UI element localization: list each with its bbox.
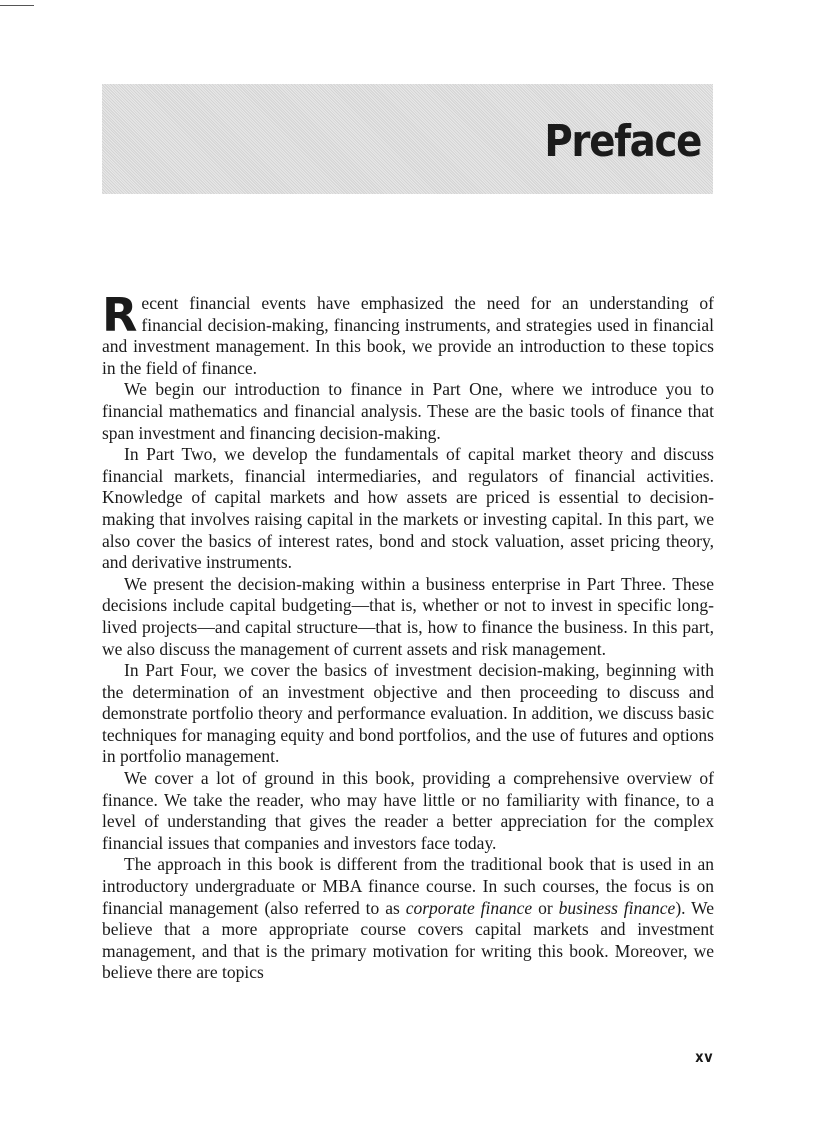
page-number: xv — [694, 1048, 713, 1066]
chapter-title: Preface — [544, 116, 701, 167]
paragraph-5: In Part Four, we cover the basics of investment decision-making, beginning with the determination of an investment objective and then proceeding to discuss and demonstrate portfolio theory and performance evaluation. In addition, we discuss basic techniques for managing equity and bond portfolios, and the use of futures and options in portfolio management. — [102, 660, 714, 767]
drop-cap: R — [102, 288, 138, 342]
paragraph-7-text-middle: or — [532, 897, 559, 918]
corner-rule — [0, 5, 34, 6]
paragraph-1-text: ecent financial events have emphasized the need for an understanding of financial decision-making, financing instruments, and strategies used in financial and investment management. In this book, we provide an introduction to these topics in the field of finance. — [102, 293, 714, 378]
title-banner — [102, 84, 713, 194]
paragraph-6: We cover a lot of ground in this book, providing a comprehensive overview of finance. We take the reader, who may have little or no familiarity with finance, to a level of understanding that gives the reader a better appreciation for the complex financial issues that companies and investors face today. — [102, 768, 714, 853]
emphasis-corporate-finance: corporate finance — [405, 897, 533, 918]
emphasis-business-finance: business finance — [558, 897, 676, 918]
body-text — [102, 288, 715, 984]
paragraph-7-text-before: The approach in this book is different from the traditional book that is used in an introductory undergraduate or MBA finance course. In such courses, the focus is on financial management (also referred to as — [102, 854, 714, 918]
paragraph-7 — [102, 854, 714, 984]
paragraph-7-text-after: ). We believe that a more appropriate course covers capital markets and investment management, and that is the primary motivation for writing this book. Moreover, we believe there are topics — [102, 897, 715, 983]
paragraph-2: We begin our introduction to finance in Part One, where we introduce you to financial mathematics and financial analysis. These are the basic tools of finance that span investment and financing decision-making. — [102, 379, 714, 443]
paragraph-4: We present the decision-making within a business enterprise in Part Three. These decisions include capital budgeting—that is, whether or not to invest in specific long-lived projects—and capital structure—that is, how to finance the business. In this part, we also discuss the management of current assets and risk management. — [102, 573, 714, 659]
paragraph-3: In Part Two, we develop the fundamentals of capital market theory and discuss financial markets, financial intermediaries, and regulators of financial activities. Knowledge of capital markets and how assets are priced is essential to decision-making that involves raising capital in the markets or investing capital. In this part, we also cover the basics of interest rates, bond and stock valuation, asset pricing theory, and derivative instruments. — [102, 444, 714, 573]
paragraph-1 — [102, 288, 714, 379]
